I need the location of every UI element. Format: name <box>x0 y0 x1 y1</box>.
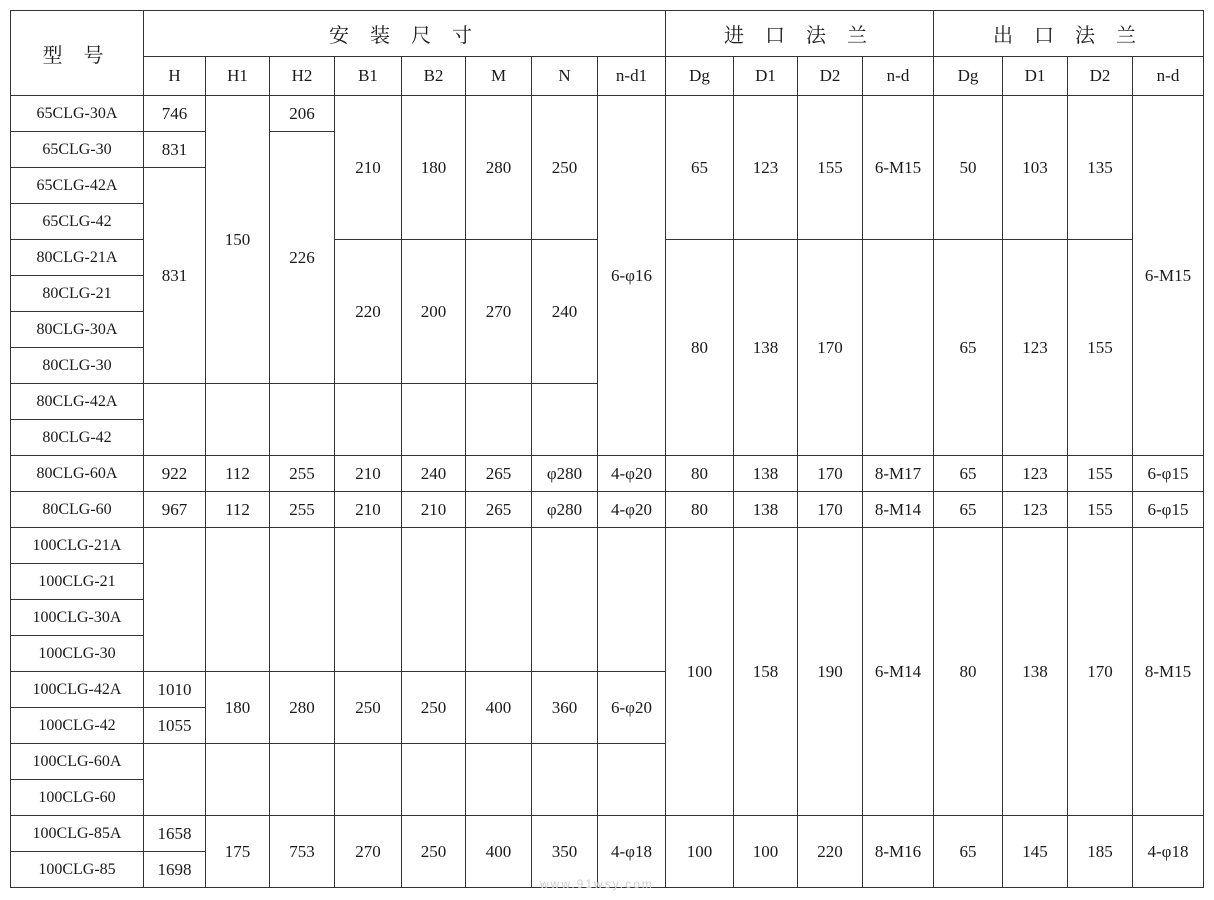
col-h: H <box>144 57 206 96</box>
cell-n: φ280 <box>532 456 598 492</box>
cell-outlet-d1: 138 <box>1003 528 1068 816</box>
cell-inlet-n-d: 8-M14 <box>863 492 934 528</box>
header-outlet-flange: 出 口 法 兰 <box>934 11 1204 57</box>
cell-h <box>144 744 206 816</box>
cell-inlet-dg: 80 <box>666 492 734 528</box>
col-n-d1: n-d1 <box>598 57 666 96</box>
col-outlet-n-d: n-d <box>1133 57 1204 96</box>
cell-inlet-d1: 100 <box>734 816 798 888</box>
table-row <box>11 96 1204 132</box>
model-cell: 65CLG-42 <box>11 204 144 240</box>
cell-outlet-n-d: 6-φ15 <box>1133 492 1204 528</box>
col-outlet-d1: D1 <box>1003 57 1068 96</box>
model-cell: 100CLG-85A <box>11 816 144 852</box>
cell-h2: 226 <box>270 132 335 384</box>
cell-n: φ280 <box>532 492 598 528</box>
cell-outlet-dg: 65 <box>934 492 1003 528</box>
cell-inlet-d2: 170 <box>798 240 863 456</box>
model-cell: 80CLG-42A <box>11 384 144 420</box>
model-cell: 100CLG-42 <box>11 708 144 744</box>
col-inlet-d2: D2 <box>798 57 863 96</box>
cell-b1: 210 <box>335 456 402 492</box>
cell-inlet-d1: 138 <box>734 492 798 528</box>
cell-outlet-dg: 50 <box>934 96 1003 240</box>
col-b1: B1 <box>335 57 402 96</box>
cell-inlet-d2: 220 <box>798 816 863 888</box>
cell-inlet-n-d: 6-M15 <box>863 96 934 240</box>
table-row <box>11 456 1204 492</box>
table-row <box>11 528 1204 564</box>
cell-h2 <box>270 744 335 816</box>
cell-outlet-d1: 123 <box>1003 240 1068 456</box>
model-cell: 80CLG-21A <box>11 240 144 276</box>
cell-n-d1 <box>598 744 666 816</box>
col-m: M <box>466 57 532 96</box>
cell-b2: 180 <box>402 96 466 240</box>
cell-outlet-d1: 145 <box>1003 816 1068 888</box>
cell-b1: 210 <box>335 492 402 528</box>
cell-n: 250 <box>532 96 598 240</box>
cell-outlet-d2: 155 <box>1068 492 1133 528</box>
col-inlet-dg: Dg <box>666 57 734 96</box>
cell-n <box>532 528 598 672</box>
cell-m: 280 <box>466 96 532 240</box>
header-group-row <box>11 11 1204 57</box>
header-install-dimensions: 安 装 尺 寸 <box>144 11 666 57</box>
watermark-text: www.91wsy.com <box>540 877 654 891</box>
cell-n-d1: 4-φ18 <box>598 816 666 888</box>
cell-n-d1: 6-φ16 <box>598 96 666 456</box>
cell-h1: 112 <box>206 456 270 492</box>
cell-h1: 180 <box>206 672 270 744</box>
model-cell: 80CLG-60 <box>11 492 144 528</box>
cell-n-d1: 6-φ20 <box>598 672 666 744</box>
cell-b2 <box>402 528 466 672</box>
cell-outlet-n-d: 6-M15 <box>1133 96 1204 456</box>
cell-b2: 240 <box>402 456 466 492</box>
cell-outlet-n-d: 8-M15 <box>1133 528 1204 816</box>
model-cell: 80CLG-21 <box>11 276 144 312</box>
cell-h2: 280 <box>270 672 335 744</box>
cell-n <box>532 384 598 456</box>
cell-b2: 200 <box>402 240 466 384</box>
model-cell: 80CLG-30 <box>11 348 144 384</box>
cell-h2: 255 <box>270 456 335 492</box>
cell-outlet-d2: 170 <box>1068 528 1133 816</box>
cell-outlet-d2: 185 <box>1068 816 1133 888</box>
cell-b1 <box>335 384 402 456</box>
col-outlet-d2: D2 <box>1068 57 1133 96</box>
model-cell: 100CLG-60 <box>11 780 144 816</box>
col-inlet-d1: D1 <box>734 57 798 96</box>
cell-outlet-d1: 123 <box>1003 456 1068 492</box>
cell-outlet-dg: 65 <box>934 456 1003 492</box>
cell-h1 <box>206 744 270 816</box>
cell-inlet-dg: 65 <box>666 96 734 240</box>
cell-m: 400 <box>466 672 532 744</box>
cell-inlet-d1: 138 <box>734 456 798 492</box>
cell-n-d1 <box>598 528 666 672</box>
cell-outlet-dg: 65 <box>934 816 1003 888</box>
col-n: N <box>532 57 598 96</box>
cell-b2: 250 <box>402 816 466 888</box>
cell-inlet-d1: 123 <box>734 96 798 240</box>
cell-outlet-dg: 80 <box>934 528 1003 816</box>
cell-h: 1055 <box>144 708 206 744</box>
cell-b1: 220 <box>335 240 402 384</box>
cell-m <box>466 528 532 672</box>
cell-inlet-dg: 80 <box>666 456 734 492</box>
cell-n-d1: 4-φ20 <box>598 492 666 528</box>
cell-h1: 150 <box>206 96 270 384</box>
cell-inlet-d2: 155 <box>798 96 863 240</box>
cell-b1: 250 <box>335 672 402 744</box>
model-cell: 100CLG-42A <box>11 672 144 708</box>
model-cell: 100CLG-21 <box>11 564 144 600</box>
model-cell: 100CLG-85 <box>11 852 144 888</box>
table-row <box>11 492 1204 528</box>
cell-h1 <box>206 528 270 672</box>
model-cell: 100CLG-30 <box>11 636 144 672</box>
model-cell: 80CLG-30A <box>11 312 144 348</box>
cell-m: 400 <box>466 816 532 888</box>
model-cell: 80CLG-42 <box>11 420 144 456</box>
cell-inlet-d2: 170 <box>798 492 863 528</box>
cell-outlet-d2: 155 <box>1068 240 1133 456</box>
cell-b2 <box>402 384 466 456</box>
cell-b1 <box>335 744 402 816</box>
pump-dimension-table <box>10 10 1204 888</box>
col-outlet-dg: Dg <box>934 57 1003 96</box>
cell-h: 831 <box>144 168 206 384</box>
cell-outlet-d2: 155 <box>1068 456 1133 492</box>
cell-h2: 753 <box>270 816 335 888</box>
cell-inlet-n-d: 8-M16 <box>863 816 934 888</box>
model-cell: 65CLG-30 <box>11 132 144 168</box>
cell-b1: 270 <box>335 816 402 888</box>
model-cell: 100CLG-21A <box>11 528 144 564</box>
model-cell: 100CLG-60A <box>11 744 144 780</box>
cell-h1 <box>206 384 270 456</box>
cell-inlet-d1: 138 <box>734 240 798 456</box>
cell-inlet-dg: 100 <box>666 528 734 816</box>
cell-h2 <box>270 528 335 672</box>
cell-n: 360 <box>532 672 598 744</box>
cell-inlet-d1: 158 <box>734 528 798 816</box>
cell-b2: 250 <box>402 672 466 744</box>
cell-h: 831 <box>144 132 206 168</box>
cell-h1: 175 <box>206 816 270 888</box>
cell-n <box>532 744 598 816</box>
cell-h2: 255 <box>270 492 335 528</box>
cell-b2 <box>402 744 466 816</box>
cell-b1 <box>335 528 402 672</box>
cell-outlet-n-d: 4-φ18 <box>1133 816 1204 888</box>
cell-n-d1: 4-φ20 <box>598 456 666 492</box>
cell-inlet-dg: 80 <box>666 240 734 456</box>
cell-h2 <box>270 384 335 456</box>
cell-inlet-n-d: 6-M14 <box>863 528 934 816</box>
col-inlet-n-d: n-d <box>863 57 934 96</box>
col-h2: H2 <box>270 57 335 96</box>
cell-outlet-dg: 65 <box>934 240 1003 456</box>
col-b2: B2 <box>402 57 466 96</box>
cell-outlet-d1: 123 <box>1003 492 1068 528</box>
cell-h: 967 <box>144 492 206 528</box>
cell-inlet-n-d: 8-M17 <box>863 456 934 492</box>
table-row <box>11 816 1204 852</box>
header-inlet-flange: 进 口 法 兰 <box>666 11 934 57</box>
cell-h2: 206 <box>270 96 335 132</box>
cell-b2: 210 <box>402 492 466 528</box>
cell-inlet-n-d <box>863 240 934 456</box>
cell-m: 265 <box>466 492 532 528</box>
cell-outlet-d1: 103 <box>1003 96 1068 240</box>
cell-m: 270 <box>466 240 532 384</box>
cell-h: 746 <box>144 96 206 132</box>
cell-m <box>466 744 532 816</box>
cell-n: 350 <box>532 816 598 888</box>
cell-h: 1010 <box>144 672 206 708</box>
cell-h1: 112 <box>206 492 270 528</box>
cell-m: 265 <box>466 456 532 492</box>
col-h1: H1 <box>206 57 270 96</box>
model-cell: 65CLG-42A <box>11 168 144 204</box>
cell-n: 240 <box>532 240 598 384</box>
cell-inlet-d2: 170 <box>798 456 863 492</box>
cell-m <box>466 384 532 456</box>
header-column-row <box>11 57 1204 96</box>
cell-h <box>144 528 206 672</box>
cell-outlet-d2: 135 <box>1068 96 1133 240</box>
model-cell: 100CLG-30A <box>11 600 144 636</box>
header-model: 型 号 <box>11 11 144 96</box>
cell-h <box>144 384 206 456</box>
cell-h: 922 <box>144 456 206 492</box>
cell-inlet-dg: 100 <box>666 816 734 888</box>
cell-inlet-d2: 190 <box>798 528 863 816</box>
cell-outlet-n-d: 6-φ15 <box>1133 456 1204 492</box>
model-cell: 80CLG-60A <box>11 456 144 492</box>
cell-h: 1658 <box>144 816 206 852</box>
cell-b1: 210 <box>335 96 402 240</box>
model-cell: 65CLG-30A <box>11 96 144 132</box>
cell-h: 1698 <box>144 852 206 888</box>
